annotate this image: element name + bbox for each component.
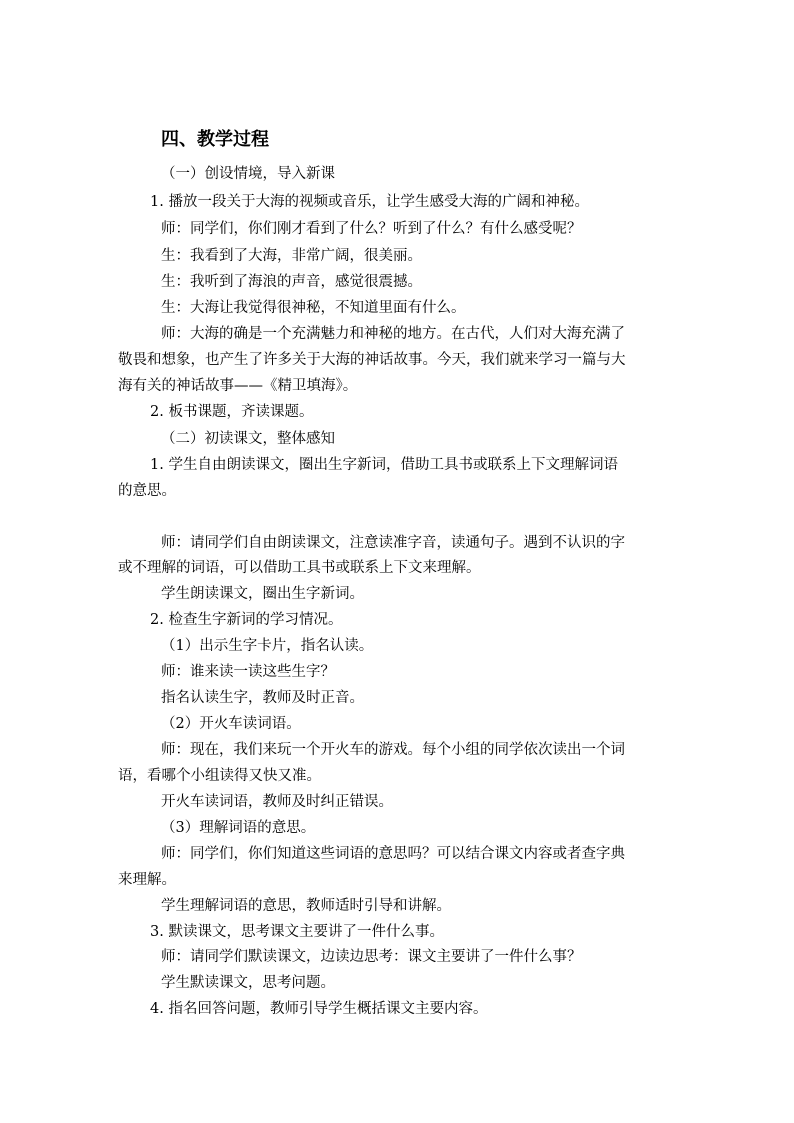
paragraph-line: 的意思。: [118, 483, 176, 499]
paragraph-line: （2）开火车读词语。: [161, 716, 301, 732]
paragraph-line: 学生理解词语的意思，教师适时引导和讲解。: [161, 898, 451, 914]
paragraph-line: 语，看哪个小组读得又快又准。: [118, 768, 321, 784]
paragraph-line: 学生默读课文，思考问题。: [161, 975, 335, 991]
paragraph-line: 指名认读生字，教师及时正音。: [161, 690, 364, 706]
paragraph-line: 生：我听到了海浪的声音，感觉很震撼。: [161, 274, 422, 290]
paragraph-line: 4. 指名回答问题，教师引导学生概括课文主要内容。: [150, 1001, 488, 1017]
paragraph-line: 学生朗读课文，圈出生字新词。: [161, 586, 364, 602]
paragraph-line: 海有关的神话故事——《精卫填海》。: [118, 378, 358, 394]
paragraph-line: 1. 播放一段关于大海的视频或音乐，让学生感受大海的广阔和神秘。: [150, 194, 589, 210]
paragraph-line: （1）出示生字卡片，指名认读。: [161, 638, 374, 654]
subsection-heading: （一）创设情境，导入新课: [161, 166, 335, 182]
paragraph-line: 1. 学生自由朗读课文，圈出生字新词，借助工具书或联系上下文理解词语: [150, 457, 618, 473]
paragraph-line: 2. 板书课题，齐读课题。: [150, 404, 314, 420]
paragraph-line: 来理解。: [118, 872, 176, 888]
paragraph-line: 师：同学们，你们刚才看到了什么？听到了什么？有什么感受呢？: [161, 221, 582, 237]
paragraph-line: 师：现在，我们来玩一个开火车的游戏。每个小组的同学依次读出一个词: [161, 742, 625, 758]
paragraph-line: 师：谁来读一读这些生字？: [161, 664, 335, 680]
paragraph-line: 生：我看到了大海，非常广阔，很美丽。: [161, 248, 422, 264]
paragraph-line: 敬畏和想象，也产生了许多关于大海的神话故事。今天，我们就来学习一篇与大: [118, 352, 626, 368]
paragraph-line: 或不理解的词语，可以借助工具书或联系上下文来理解。: [118, 560, 481, 576]
paragraph-line: （3）理解词语的意思。: [161, 820, 316, 836]
paragraph-line: 开火车读词语，教师及时纠正错误。: [161, 794, 393, 810]
paragraph-line: 师：请同学们默读课文，边读边思考：课文主要讲了一件什么事？: [161, 949, 582, 965]
paragraph-line: 师：大海的确是一个充满魅力和神秘的地方。在古代，人们对大海充满了: [161, 326, 625, 342]
paragraph-line: 3. 默读课文，思考课文主要讲了一件什么事。: [150, 924, 444, 940]
subsection-heading: （二）初读课文，整体感知: [161, 431, 335, 447]
paragraph-line: 师：请同学们自由朗读课文，注意读准字音，读通句子。遇到不认识的字: [161, 535, 625, 551]
paragraph-line: 生：大海让我觉得很神秘，不知道里面有什么。: [161, 300, 466, 316]
paragraph-line: 2. 检查生字新词的学习情况。: [150, 612, 343, 628]
paragraph-line: 师：同学们，你们知道这些词语的意思吗？可以结合课文内容或者查字典: [161, 846, 625, 862]
section-heading: 四、教学过程: [161, 129, 269, 150]
